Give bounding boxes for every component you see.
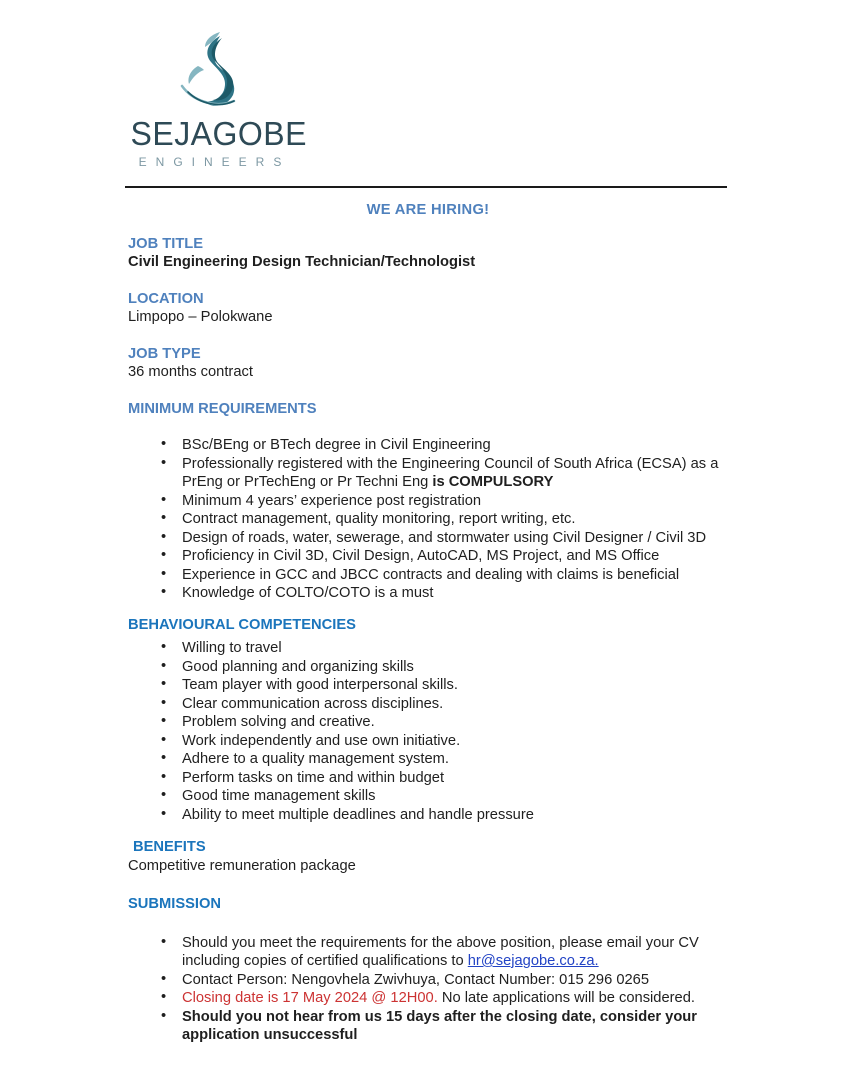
bullet-item	[128, 732, 728, 751]
bullet-text	[182, 972, 649, 988]
bullet-text	[182, 714, 375, 730]
sejagobe-logo-mark-icon	[180, 30, 244, 114]
job-type-heading: JOB TYPE	[128, 345, 201, 362]
text-segment: Contact Person: Nengovhela Zwivhuya, Contact Number: 015 296 0265	[182, 971, 650, 988]
bullet-item	[128, 1008, 728, 1045]
email-link[interactable]: hr@sejagobe.co.za.	[467, 953, 599, 969]
benefits-value: Competitive remuneration package	[128, 857, 356, 874]
bullet-text	[182, 751, 449, 767]
bullet-text	[182, 530, 706, 546]
bullet-marker: •	[161, 584, 167, 600]
text-segment: Professionally registered with the Engineering Council of South Africa (ECSA) as a PrEng or PrTechEng or Pr Techni Eng	[182, 455, 719, 490]
bullet-marker: •	[161, 787, 167, 803]
text-segment: Clear communication across disciplines.	[182, 695, 444, 712]
text-segment: Minimum 4 years’ experience post registration	[182, 492, 482, 509]
bullet-item	[128, 971, 728, 990]
bullet-item	[128, 510, 728, 529]
bullet-marker: •	[161, 436, 167, 452]
submission-heading: SUBMISSION	[128, 896, 222, 912]
bullet-marker: •	[161, 657, 167, 674]
bullet-marker: •	[161, 970, 167, 987]
bullet-marker: •	[161, 933, 167, 950]
location-heading: LOCATION	[128, 290, 204, 307]
bullet-text	[182, 788, 375, 804]
bullet-marker: •	[161, 694, 167, 711]
bullet-text	[182, 1009, 697, 1044]
text-segment: Contract management, quality monitoring, report writing, etc.	[182, 511, 576, 527]
behavioural-competencies-list	[128, 639, 728, 824]
text-segment: Willing to travel	[182, 640, 282, 656]
text-segment: No late applications will be considered.	[437, 990, 695, 1006]
bullet-item	[128, 769, 728, 788]
text-segment: Knowledge of COLTO/COTO is a must	[182, 585, 434, 601]
job-title-heading: JOB TITLE	[128, 235, 204, 252]
text-segment: Ability to meet multiple deadlines and handle pressure	[182, 806, 534, 823]
text-segment: Design of roads, water, sewerage, and stormwater using Civil Designer / Civil 3D	[182, 529, 707, 546]
text-segment: Adhere to a quality management system.	[182, 751, 449, 767]
text-segment: Perform tasks on time and within budget	[182, 769, 445, 786]
job-type-value: 36 months contract	[128, 364, 253, 380]
bullet-text	[182, 585, 433, 601]
bullet-item	[128, 492, 728, 511]
bullet-item	[128, 787, 728, 806]
bullet-text	[182, 696, 443, 712]
bullet-marker: •	[161, 768, 167, 785]
bullet-text	[182, 677, 458, 693]
bullet-item	[128, 658, 728, 677]
bullet-marker: •	[161, 454, 167, 471]
bullet-text	[182, 640, 282, 656]
divider-line	[125, 186, 727, 188]
text-segment: Should you meet the requirements for the above position, please email your CV including copies of certified qualifications to	[182, 934, 699, 969]
bullet-marker: •	[161, 805, 167, 822]
bullet-item	[128, 584, 728, 603]
bullet-text	[182, 567, 679, 583]
bullet-marker: •	[161, 676, 167, 692]
benefits-heading: BENEFITS	[133, 839, 206, 855]
bullet-item	[128, 436, 728, 455]
bullet-item	[128, 713, 728, 732]
text-segment: Proficiency in Civil 3D, Civil Design, AutoCAD, MS Project, and MS Office	[182, 548, 660, 564]
text-segment: Should you not hear from us 15 days after the closing date, consider your application unsuccessful	[182, 1008, 697, 1043]
bullet-marker: •	[161, 547, 167, 563]
bullet-text	[182, 456, 718, 491]
bullet-marker: •	[161, 565, 167, 582]
bullet-item	[128, 566, 728, 585]
bullet-text	[182, 548, 659, 564]
bullet-item	[128, 676, 728, 695]
bullet-item	[128, 529, 728, 548]
bullet-item	[128, 750, 728, 769]
text-segment: BSc/BEng or BTech degree in Civil Engineering	[182, 437, 491, 453]
text-segment: Good time management skills	[182, 788, 376, 804]
bullet-marker: •	[161, 750, 167, 766]
bullet-item	[128, 989, 728, 1008]
text-segment: Problem solving and creative.	[182, 714, 375, 730]
brand-name: SEJAGOBE	[130, 115, 307, 152]
text-segment: Team player with good interpersonal skills.	[182, 677, 458, 693]
bullet-item	[128, 934, 728, 971]
minimum-requirements-list	[128, 436, 728, 603]
bullet-marker: •	[161, 713, 167, 729]
job-posting-document	[128, 0, 728, 1045]
bullet-text	[182, 511, 575, 527]
submission-list	[128, 934, 728, 1045]
bullet-marker: •	[161, 989, 167, 1005]
brand-subtitle: ENGINEERS	[138, 155, 291, 169]
text-segment: Closing date is 17 May 2024 @ 12H00.	[182, 990, 438, 1006]
hiring-banner: WE ARE HIRING!	[366, 202, 490, 218]
bullet-item	[128, 639, 728, 658]
bullet-item	[128, 806, 728, 825]
bullet-item	[128, 695, 728, 714]
bullet-item	[128, 455, 728, 492]
text-segment: is COMPULSORY	[432, 474, 554, 490]
bullet-text	[182, 935, 699, 970]
bullet-text	[182, 733, 460, 749]
bullet-text	[182, 437, 491, 453]
bullet-marker: •	[161, 639, 167, 655]
text-segment: Good planning and organizing skills	[182, 658, 414, 675]
behavioural-competencies-heading: BEHAVIOURAL COMPETENCIES	[128, 616, 356, 633]
location-value: Limpopo – Polokwane	[128, 309, 273, 325]
bullet-marker: •	[161, 731, 167, 748]
bullet-marker: •	[161, 491, 167, 508]
minimum-requirements-heading: MINIMUM REQUIREMENTS	[128, 400, 317, 417]
text-segment: Experience in GCC and JBCC contracts and dealing with claims is beneficial	[182, 566, 680, 583]
bullet-text	[182, 659, 414, 675]
job-title-value: Civil Engineering Design Technician/Technologist	[128, 254, 476, 270]
company-logo	[128, 0, 307, 169]
bullet-item	[128, 547, 728, 566]
bullet-marker: •	[161, 1007, 167, 1024]
text-segment: Work independently and use own initiative.	[182, 732, 461, 749]
bullet-text	[182, 770, 444, 786]
bullet-text	[182, 493, 481, 509]
bullet-text	[182, 807, 534, 823]
bullet-marker: •	[161, 528, 167, 545]
bullet-text	[182, 990, 695, 1006]
bullet-marker: •	[161, 510, 167, 526]
